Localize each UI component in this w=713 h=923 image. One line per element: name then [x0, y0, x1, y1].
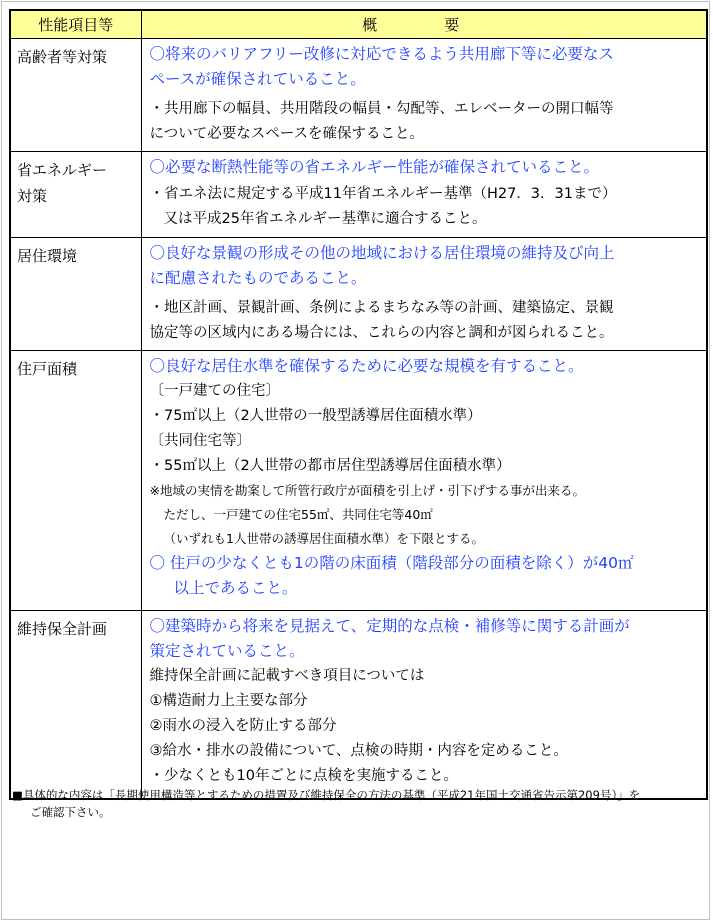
row-label-environment: 居住環境 [10, 238, 141, 351]
header-item: 性能項目等 [10, 10, 141, 39]
detail-text: ①構造耐力上主要な部分 [149, 693, 308, 709]
requirement-text: 〇必要な断熱性能等の省エネルギー性能が確保されていること。 [149, 158, 600, 176]
row-label-floor-area: 住戸面積 [10, 351, 141, 611]
row-label-energy: 省エネルギー 対策 [10, 152, 141, 238]
category-label: 〔共同住宅等〕 [149, 433, 251, 449]
detail-text: 協定等の区域内にある場合には、これらの内容と調和が図られること。 [149, 325, 614, 341]
footnote-line: ■具体的な内容は「長期使用構造等とするための措置及び維持保全の方法の基準（平成21年国土交通省告示第209号）」を [12, 788, 641, 802]
footnote-line: ご確認下さい。 [30, 805, 111, 819]
row-content-floor-area [141, 351, 707, 611]
note-text: （いずれも1人世帯の誘導居住面積水準）を下限とする。 [163, 531, 484, 546]
detail-text: ・地区計画、景観計画、条例によるまちなみ等の計画、建築協定、景観 [149, 300, 614, 316]
row-label-maintenance: 維持保全計画 [10, 611, 141, 799]
table-row [10, 238, 707, 351]
requirement-text: 策定されていること。 [149, 642, 305, 660]
detail-text: 維持保全計画に記載すべき項目については [149, 668, 425, 684]
note-text: ※地域の実情を勘案して所管行政庁が面積を引上げ・引下げする事が出来る。 [149, 483, 585, 498]
requirement-text: 〇将来のバリアフリー改修に対応できるよう共用廊下等に必要なス [149, 45, 614, 63]
detail-text: ・少なくとも10年ごとに点検を実施すること。 [149, 768, 458, 784]
requirement-text: 〇良好な景観の形成その他の地域における居住環境の維持及び向上 [149, 244, 615, 262]
requirement-text: 〇良好な居住水準を確保するために必要な規模を有すること。 [149, 357, 584, 375]
table-row [10, 152, 707, 238]
detail-text: ・75㎡以上（2人世帯の一般型誘導居住面積水準） [149, 408, 482, 424]
table-row [10, 39, 707, 152]
detail-text: ・省エネ法に規定する平成11年省エネルギー基準（H27．3．31まで） [149, 186, 617, 202]
detail-text: ・55㎡以上（2人世帯の都市居住型誘導居住面積水準） [149, 458, 511, 474]
requirement-text: ペースが確保されていること。 [149, 70, 366, 88]
row-label-elderly: 高齢者等対策 [10, 39, 141, 152]
requirement-text: 〇建築時から将来を見据えて、定期的な点検・補修等に関する計画が [149, 617, 630, 635]
detail-text: ・共用廊下の幅員、共用階段の幅員・勾配等、エレベーターの開口幅等 [149, 101, 614, 117]
row-content-environment [141, 238, 707, 351]
detail-text: ③給水・排水の設備について、点検の時期・内容を定めること。 [149, 743, 568, 759]
table-row [10, 351, 707, 611]
spec-table [9, 9, 708, 800]
requirement-text: 以上であること。 [173, 579, 298, 597]
requirement-text: 〇 住戸の少なくとも1の階の床面積（階段部分の面積を除く）が40㎡ [149, 554, 634, 572]
note-text: ただし、一戸建ての住宅55㎡、共同住宅等40㎡ [163, 507, 433, 522]
table-header-row [10, 10, 707, 39]
category-label: 〔一戸建ての住宅〕 [149, 383, 280, 399]
table-row [10, 611, 707, 799]
row-content-maintenance [141, 611, 707, 799]
row-content-energy [141, 152, 707, 238]
detail-text: 又は平成25年省エネルギー基準に適合すること。 [163, 211, 487, 227]
detail-text: について必要なスペースを確保すること。 [149, 126, 424, 142]
detail-text: ②雨水の浸入を防止する部分 [149, 718, 337, 734]
row-content-elderly [141, 39, 707, 152]
footnote [12, 787, 702, 821]
requirement-text: に配慮されたものであること。 [149, 269, 367, 287]
header-summary: 概 要 [141, 10, 707, 39]
